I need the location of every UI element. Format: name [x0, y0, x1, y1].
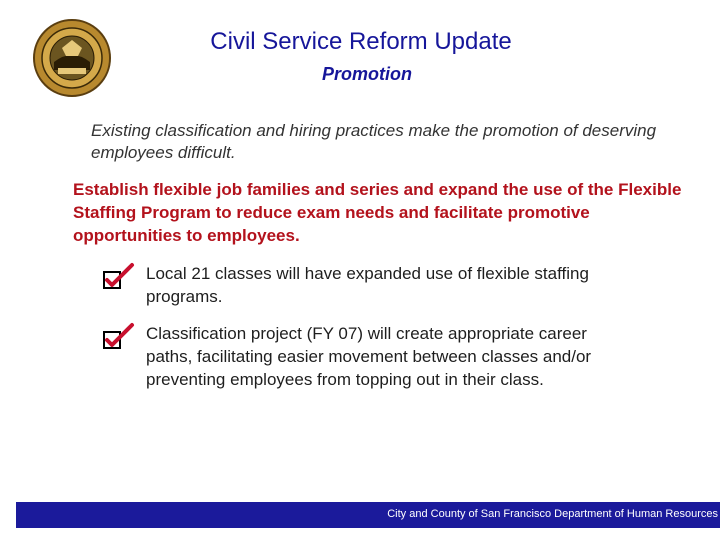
footer-text: City and County of San Francisco Department of Human Resources: [387, 508, 718, 520]
page-subtitle: Promotion: [322, 64, 412, 84]
page-title: Civil Service Reform Update: [210, 28, 512, 55]
footer-bar: [16, 502, 720, 528]
intro-statement: Existing classification and hiring practices make the promotion of deserving employees difficult.: [91, 121, 657, 162]
bullet-text: Classification project (FY 07) will create appropriate career paths, facilitating easier movement between classes and/or preventing employees from topping out in their class.: [146, 324, 592, 389]
checkbox-checked-icon: [102, 262, 136, 292]
bullet-item: [102, 262, 642, 310]
bullet-text: Local 21 classes will have expanded use of flexible staffing programs.: [146, 264, 589, 306]
bullet-item: [102, 322, 642, 418]
checkbox-checked-icon: [102, 322, 136, 352]
strategy-statement: Establish flexible job families and series and expand the use of the Flexible Staffing Program to reduce exam needs and facilitate promotive opportunities to employees.: [73, 180, 682, 245]
